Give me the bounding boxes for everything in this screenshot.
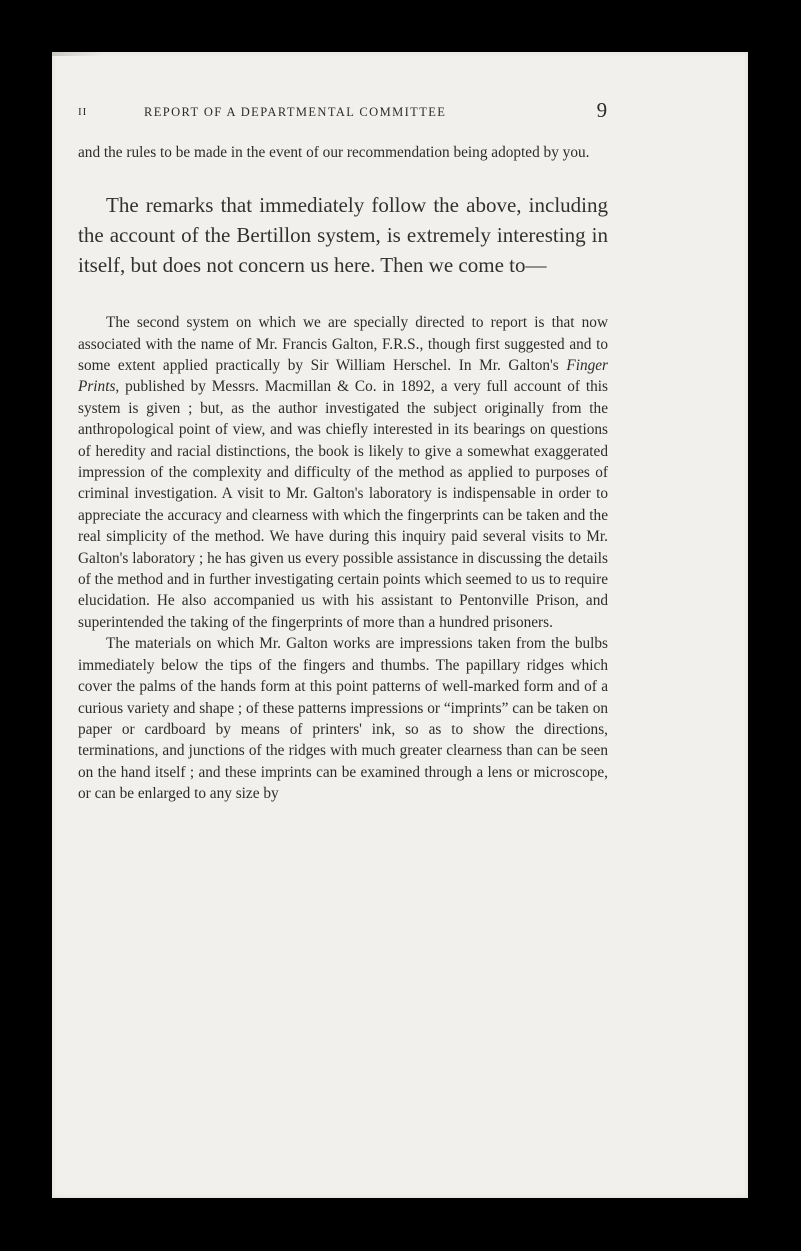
page-number: 9 <box>596 98 608 122</box>
intro-paragraph: and the rules to be made in the event of our recommendation being adopted by you. <box>78 144 590 161</box>
running-head <box>78 98 608 124</box>
signature-mark: II <box>78 106 88 118</box>
paragraph-materials: The materials on which Mr. Galton works are impressions taken from the bulbs immediately below the tips of the fingers and thumbs. The papillary ridges which cover the palms of the hands form at this point patterns of well-marked form and of a curious variety and shape ; of these patterns impressions or “imprints” can be taken on paper or cardboard by means of printers' ink, so as to show the directions, terminations, and junctions of the ridges with much greater clearness than can be seen on the hand itself ; and these imprints can be examined through a lens or microscope, or can be enlarged to any size by <box>78 635 608 803</box>
book-title-italic: Finger Prints <box>78 357 608 396</box>
page-edge-shading <box>52 52 102 56</box>
page-content <box>78 98 608 805</box>
paragraph-text: , published by Messrs. Macmillan & Co. in 1892, a very full account of this system is given ; but, as the author investigated the subject originally from the anthropological point of view, and was chiefly interested in its bearings on questions of heredity and racial distinctions, the book is likely to give a somewhat exaggerated impression of the complexity and difficulty of the method as applied to purposes of criminal investigation. A visit to Mr. Galton's laboratory is indispensable in order to appreciate the accuracy and clearness with which the fingerprints can be taken and the real simplicity of the method. We have during this inquiry paid several visits to Mr. Galton's laboratory ; he has given us every possible assistance in discussing the details of the method and in further investigating certain points which seemed to us to require elucidation. He also accompanied us with his assistant to Pentonville Prison, and superintended the taking of the fingerprints of more than a hundred prisoners. <box>78 378 608 631</box>
paragraph-second-system <box>78 312 608 633</box>
running-title: REPORT OF A DEPARTMENTAL COMMITTEE <box>144 105 447 119</box>
paragraph-text: The second system on which we are specially directed to report is that now associated with the name of Mr. Francis Galton, F.R.S., though first suggested and to some extent applied practically by Sir William Herschel. In Mr. Galton's <box>78 314 608 374</box>
editorial-remark: The remarks that immediately follow the above, including the account of the Bertillon system, is extremely interesting in itself, but does not concern us here. Then we come to— <box>78 193 608 277</box>
